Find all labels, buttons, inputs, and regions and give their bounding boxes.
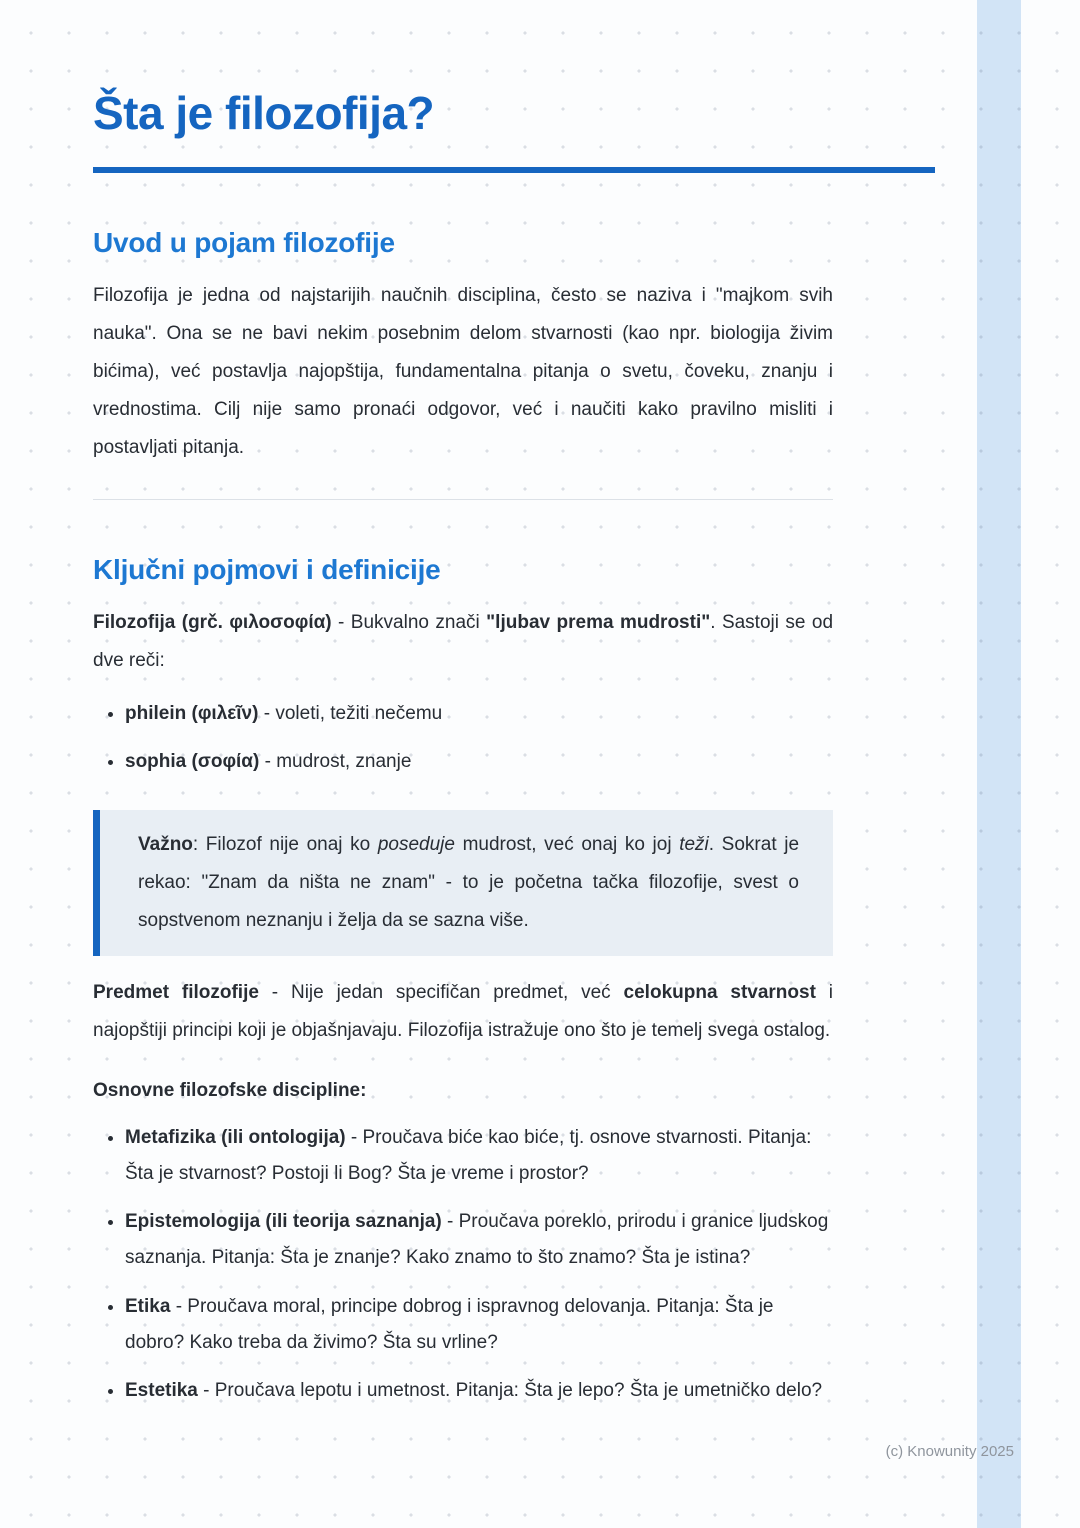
- callout-segment: . Sokrat je rekao: "Znam da ništa ne znam" - to je početna tačka filozofije, svest o sopstvenom neznanju i želja da se sazna više.: [138, 834, 800, 932]
- discipline-rest: - Proučava biće kao biće, tj. osnove stvarnosti. Pitanja: Šta je stvarnost? Postoji li Bog? Šta je vreme i prostor?: [125, 1127, 812, 1185]
- intro-paragraph: Filozofija je jedna od najstarijih naučnih disciplina, često se naziva i "majkom svih nauka". Ona se ne bavi nekim posebnim delom stvarnosti (kao npr. biologija živim bićima), već postavlja najopštija, fundamentalna pitanja o svetu, čoveku, znanju i vrednostima. Cilj nije samo pronaći odgovor, već i naučiti kako pravilno misliti i postavljati pitanja.: [93, 284, 833, 458]
- subject-strong: celokupna stvarnost: [623, 982, 816, 1004]
- callout-text: [138, 826, 799, 940]
- important-callout: [93, 810, 833, 956]
- etymology-rest: - mudrost, znanje: [259, 751, 412, 773]
- callout-segment: mudrost, već onaj ko joj: [454, 834, 680, 856]
- callout-segment: : Filozof nije onaj ko: [192, 834, 378, 856]
- list-item-metafizika: [125, 1120, 833, 1192]
- subject-segment: - Nije jedan specifičan predmet, već: [258, 982, 624, 1004]
- list-item-epistemologija: [125, 1204, 833, 1276]
- section-heading-key-concepts: Ključni pojmovi i definicije: [93, 553, 441, 585]
- disciplines-list: [93, 1120, 833, 1409]
- section-divider: [93, 499, 833, 500]
- definition-term: Filozofija (grč. φιλοσοφία): [93, 611, 332, 633]
- list-item-estetika: [125, 1373, 833, 1409]
- discipline-rest: - Proučava poreklo, prirodu i granice ljudskog saznanja. Pitanja: Šta je znanje? Kako znamo to što znamo? Šta je istina?: [125, 1211, 829, 1269]
- subject-segment: i najopštiji principi koji je objašnjavaju. Filozofija istražuje ono što je temelj svega ostalog.: [93, 982, 833, 1042]
- etymology-term: philein (φιλεῖν): [125, 702, 259, 724]
- list-item-philein: [125, 696, 833, 732]
- etymology-term: sophia (σοφία): [125, 751, 260, 773]
- definition-tail: . Sastoji se od dve reči:: [93, 611, 834, 671]
- definition-quote: "ljubav prema mudrosti": [486, 611, 711, 633]
- discipline-rest: - Proučava moral, principe dobrog i ispravnog delovanja. Pitanja: Šta je dobro? Kako treba da živimo? Šta su vrline?: [125, 1295, 774, 1353]
- disciplines-heading: Osnovne filozofske discipline:: [93, 1080, 367, 1102]
- definition-mid: - Bukvalno znači: [331, 611, 487, 633]
- callout-label: Važno: [138, 834, 193, 856]
- discipline-term: Etika: [125, 1295, 171, 1317]
- etymology-list: [93, 696, 833, 780]
- callout-emphasis: poseduje: [377, 834, 455, 856]
- discipline-rest: - Proučava lepotu i umetnost. Pitanja: Šta je lepo? Šta je umetničko delo?: [197, 1379, 823, 1401]
- callout-emphasis: teži: [679, 834, 709, 856]
- subject-term: Predmet filozofije: [93, 982, 259, 1004]
- list-item-sophia: [125, 744, 833, 780]
- discipline-term: Epistemologija (ili teorija saznanja): [125, 1211, 442, 1233]
- subject-paragraph: [93, 974, 833, 1050]
- title-underline: [93, 167, 935, 173]
- discipline-term: Estetika: [125, 1379, 198, 1401]
- discipline-term: Metafizika (ili ontologija): [125, 1127, 346, 1149]
- copyright: (c) Knowunity 2025: [885, 1443, 1014, 1460]
- list-item-etika: [125, 1289, 833, 1361]
- section-heading-intro: Uvod u pojam filozofije: [93, 226, 395, 258]
- etymology-rest: - voleti, težiti nečemu: [258, 702, 443, 724]
- page-title: Šta je filozofija?: [93, 87, 435, 139]
- definition-paragraph: [93, 604, 833, 680]
